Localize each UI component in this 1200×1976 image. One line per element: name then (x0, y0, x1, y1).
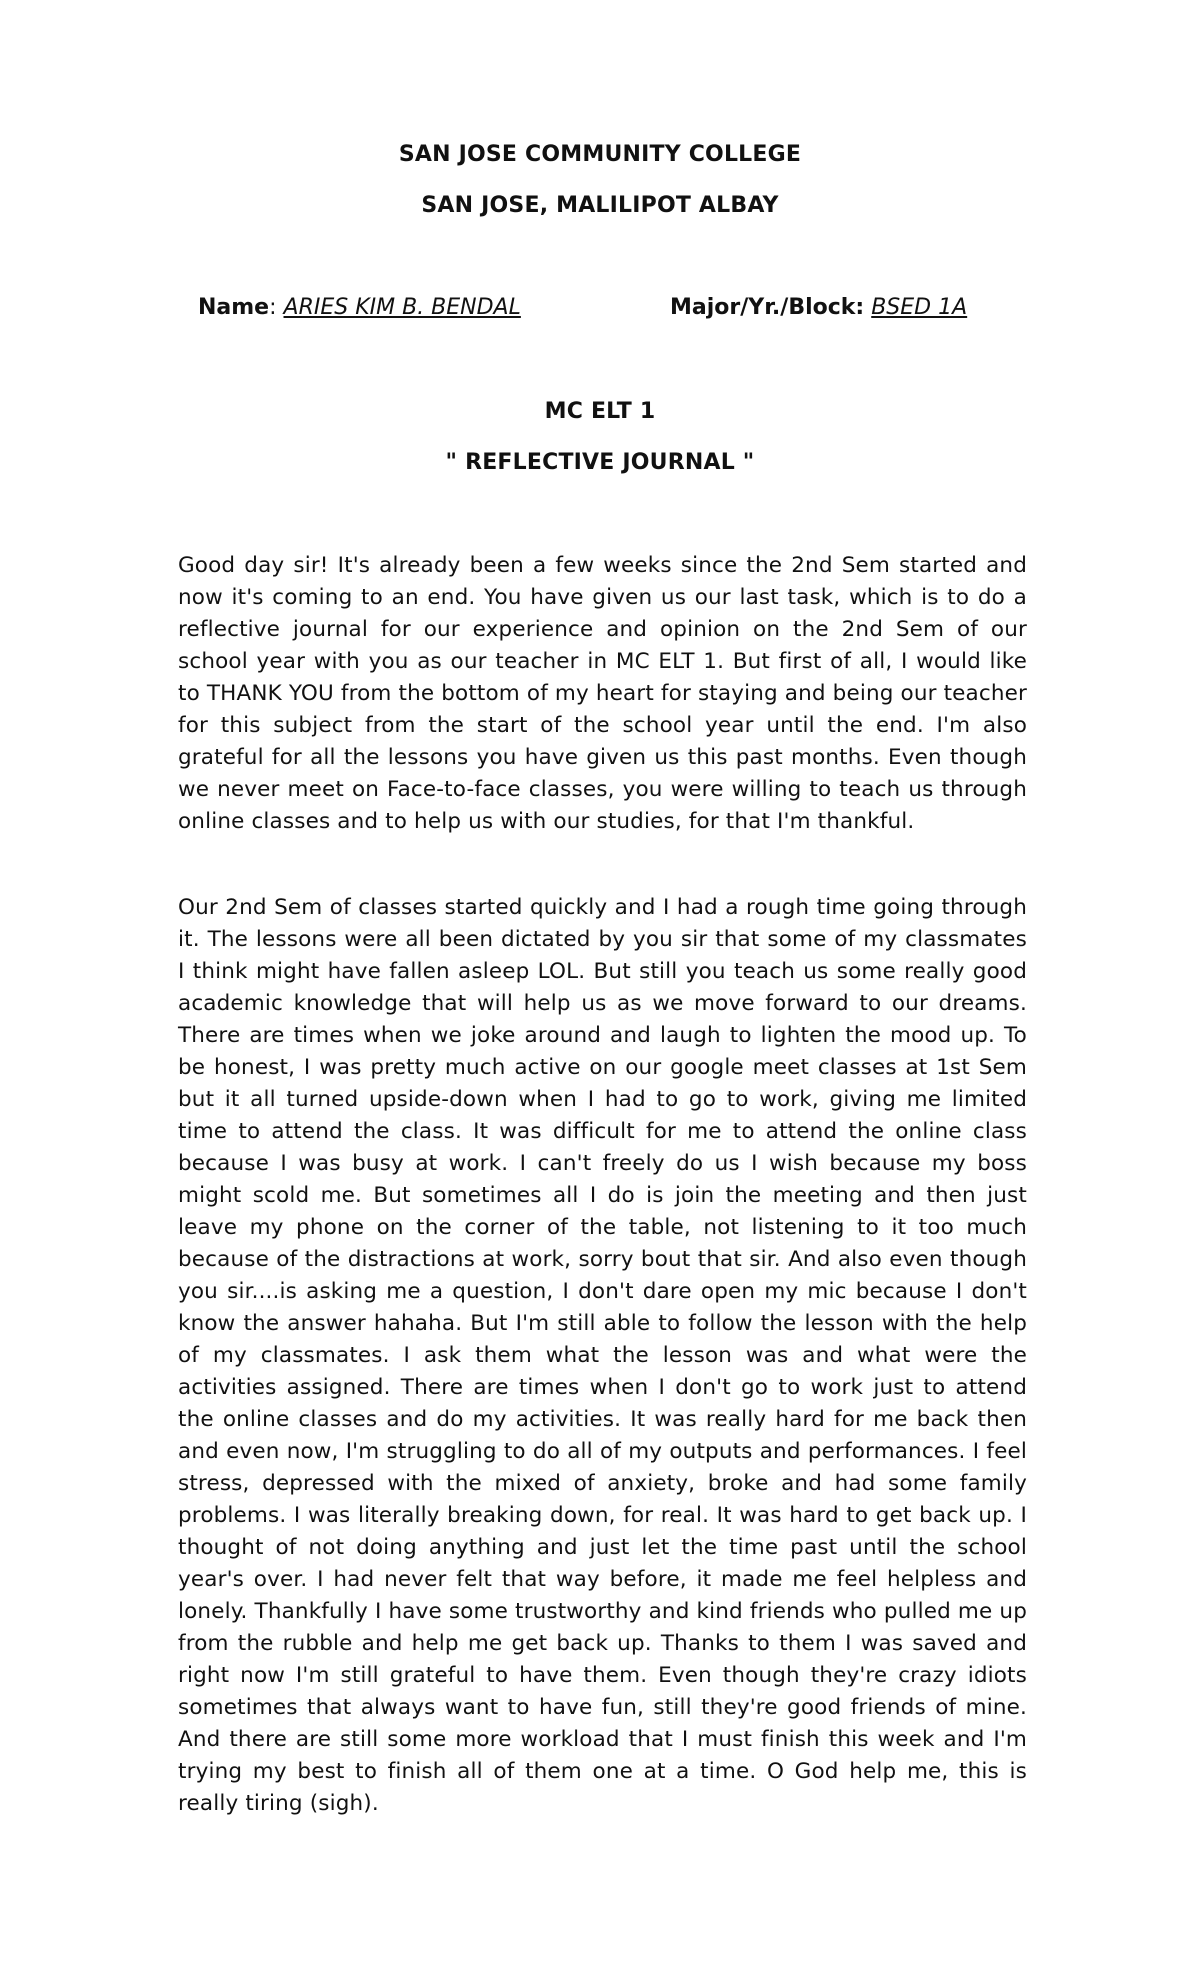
name-field (198, 295, 521, 320)
subject-title: MC ELT 1 (544, 399, 656, 424)
name-label: Name (198, 295, 270, 320)
college-name: SAN JOSE COMMUNITY COLLEGE (398, 142, 802, 167)
name-value: ARIES KIM B. BENDAL (283, 295, 521, 320)
major-year-block-value: BSED 1A (871, 295, 968, 320)
major-year-block-label: Major/Yr./Block: (670, 295, 865, 320)
body-paragraph-1: Good day sir! It's already been a few weeks since the 2nd Sem started and now it's coming to an end. You have given us our last task, which is to do a reflective journal for our experience and opinion on the 2nd Sem of our school year with you as our teacher in MC ELT 1. But first of all, I would like to THANK YOU from the bottom of my heart for staying and being our teacher for this subject from the start of the school year until the end. I'm also grateful for all the lessons you have given us this past months. Even though we never meet on Face-to-face classes, you were willing to teach us through online classes and to help us with our studies, for that I'm thankful. (178, 553, 1027, 834)
college-address: SAN JOSE, MALILIPOT ALBAY (421, 193, 779, 218)
body-paragraph-2: Our 2nd Sem of classes started quickly and I had a rough time going through it. The lessons were all been dictated by you sir that some of my classmates I think might have fallen asleep LOL. But still you teach us some really good academic knowledge that will help us as we move forward to our dreams. There are times when we joke around and laugh to lighten the mood up. To be honest, I was pretty much active on our google meet classes at 1st Sem but it all turned upside-down when I had to go to work, giving me limited time to attend the class. It was difficult for me to attend the online class because I was busy at work. I can't freely do us I wish because my boss might scold me. But sometimes all I do is join the meeting and then just leave my phone on the corner of the table, not listening to it too much because of the distractions at work, sorry bout that sir. And also even though you sir....is asking me a question, I don't dare open my mic because I don't know the answer hahaha. But I'm still able to follow the lesson with the help of my classmates. I ask them what the lesson was and what were the activities assigned. There are times when I don't go to work just to attend the online classes and do my activities. It was really hard for me back then and even now, I'm struggling to do all of my outputs and performances. I feel stress, depressed with the mixed of anxiety, broke and had some family problems. I was literally breaking down, for real. It was hard to get back up. I thought of not doing anything and just let the time past until the school year's over. I had never felt that way before, it made me feel helpless and lonely. Thankfully I have some trustworthy and kind friends who pulled me up from the rubble and help me get back up. Thanks to them I was saved and right now I'm still grateful to have them. Even though they're crazy idiots sometimes that always want to have fun, still they're good friends of mine. And there are still some more workload that I must finish this week and I'm trying my best to finish all of them one at a time. O God help me, this is really tiring (sigh). (178, 895, 1027, 1816)
name-colon: : (269, 295, 284, 320)
journal-title: " REFLECTIVE JOURNAL " (445, 450, 755, 475)
major-year-block-field (670, 295, 967, 320)
